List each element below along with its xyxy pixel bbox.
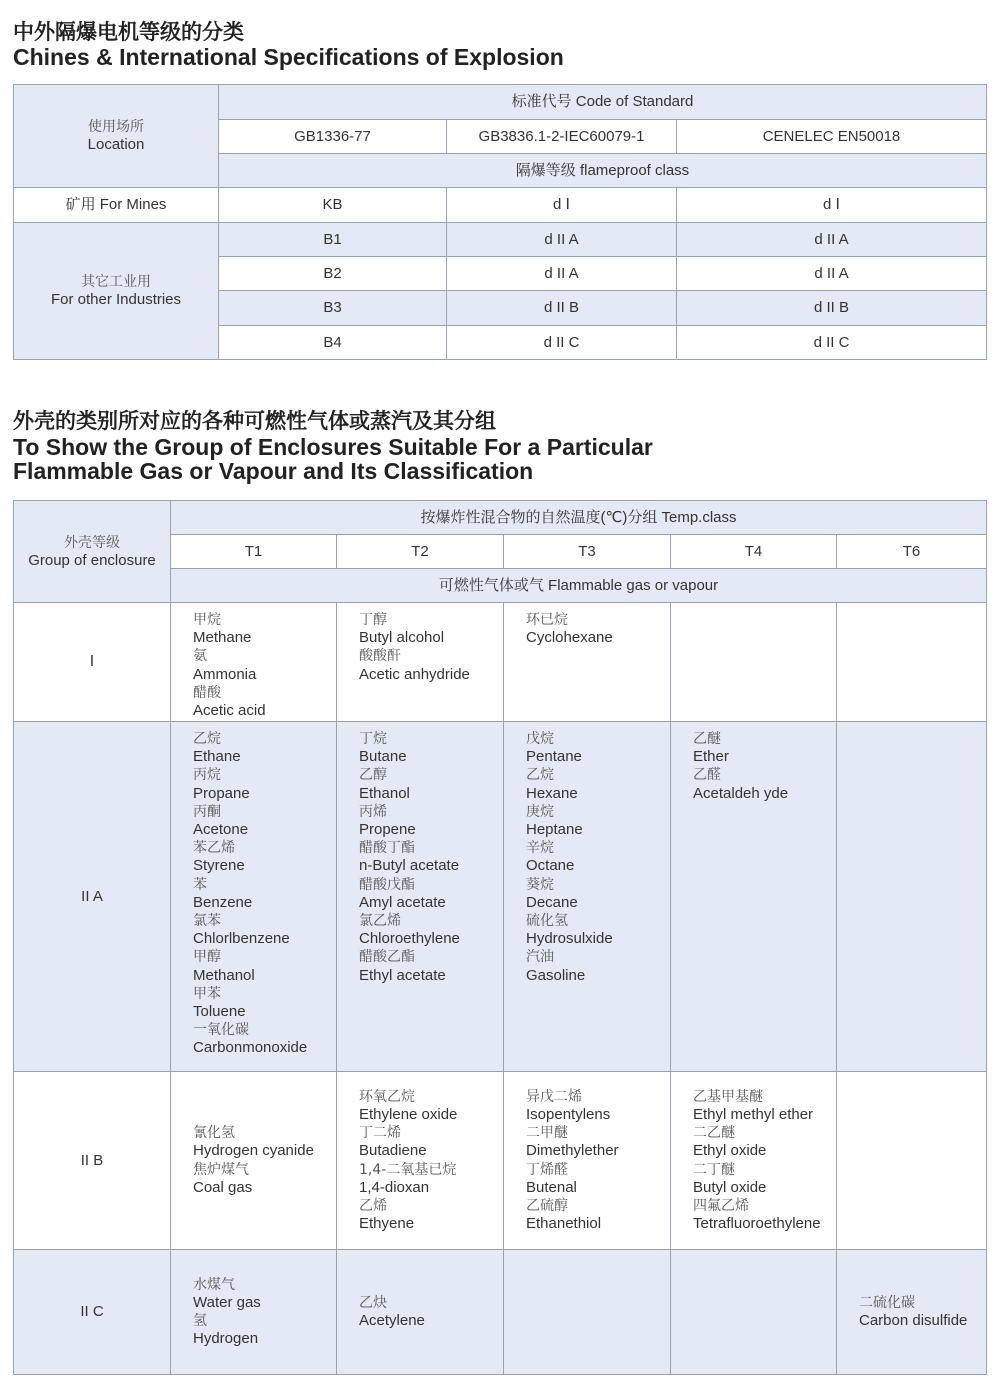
- gas-name-en: n-Butyl acetate: [359, 857, 460, 875]
- temp-class-t4: T4: [671, 535, 837, 569]
- gas-name-en: Butane: [359, 748, 407, 766]
- gas-name-en: Acetylene: [359, 1312, 425, 1329]
- temp-class-header: 按爆炸性混合物的自然温度(℃)分组 Temp.class: [171, 501, 987, 535]
- gas-name-en: Gasoline: [526, 966, 586, 984]
- class-cell: B1: [219, 223, 447, 257]
- gas-name-cn: 丁烷: [359, 731, 387, 747]
- gas-name-en: Propane: [193, 784, 250, 802]
- gas-cell: [504, 722, 671, 1072]
- gas-name-en: Ethanol: [359, 784, 410, 802]
- gas-name-en: Decane: [526, 893, 578, 911]
- gas-name-en: Styrene: [193, 857, 245, 875]
- code-of-standard-header: 标准代号 Code of Standard: [219, 85, 987, 120]
- class-cell: d II A: [677, 257, 987, 291]
- section1-title-cn: 中外隔爆电机等级的分类: [13, 20, 244, 44]
- class-cell: B2: [219, 257, 447, 291]
- gas-name-cn: 醋酸: [193, 684, 221, 701]
- gas-name-cn: 汽油: [526, 949, 554, 966]
- gas-name-en: Heptane: [526, 821, 583, 839]
- gas-name-en: Chlorlbenzene: [193, 930, 290, 948]
- gas-name-cn: 甲烷: [193, 612, 221, 628]
- gas-name-en: Toluene: [193, 1003, 246, 1021]
- gas-name-en: Acetic acid: [193, 702, 266, 720]
- gas-cell: [837, 1250, 987, 1375]
- gas-name-cn: 醋酸丁酯: [359, 840, 415, 857]
- gas-name-en: Hexane: [526, 784, 578, 802]
- gas-name-cn: 葵烷: [526, 876, 554, 893]
- class-cell: d II A: [447, 223, 677, 257]
- gas-name-cn: 醋酸乙酯: [359, 949, 415, 966]
- gas-name-cn: 丁二烯: [359, 1125, 401, 1142]
- gas-name-cn: 氯苯: [193, 913, 221, 930]
- section1-title-en: Chines & International Specifications of Explosion: [13, 44, 564, 70]
- gas-group-row: [14, 603, 987, 722]
- gas-name-en: Ammonia: [193, 665, 257, 683]
- gas-name-en: 1,4-dioxan: [359, 1178, 430, 1196]
- gas-cell: [504, 1072, 671, 1250]
- temp-class-t1: T1: [171, 535, 337, 569]
- temp-class-t2: T2: [337, 535, 504, 569]
- gas-name-cn: 酸酸酐: [359, 648, 401, 665]
- gas-name-cn: 甲苯: [193, 985, 221, 1002]
- gas-name-cn: 乙醇: [359, 767, 387, 784]
- gas-name-cn: 环氧乙烷: [359, 1088, 415, 1105]
- gas-name-en: Butyl oxide: [693, 1178, 767, 1196]
- gas-name-cn: 二丁醚: [693, 1161, 735, 1178]
- gas-name-cn: 乙醚: [693, 731, 721, 747]
- gas-name-en: Ethanethiol: [526, 1215, 602, 1233]
- gas-name-en: Methanol: [193, 966, 255, 984]
- gas-name-en: Cyclohexane: [526, 629, 613, 647]
- class-cell: d II A: [447, 257, 677, 291]
- explosion-spec-table: [13, 84, 987, 360]
- gas-cell: [837, 603, 987, 722]
- gas-name-cn: 氯乙烯: [359, 913, 401, 930]
- mines-cell: d Ⅰ: [677, 188, 987, 223]
- gas-name-cn: 二乙醚: [693, 1125, 735, 1142]
- gas-name-en: Butadiene: [359, 1142, 427, 1160]
- gas-cell: [671, 1250, 837, 1375]
- gas-name-cn: 丁烯醛: [526, 1161, 568, 1178]
- group-label: II C: [14, 1250, 171, 1375]
- gas-name-cn: 乙烯: [359, 1197, 387, 1214]
- gas-name-cn: 环已烷: [526, 612, 568, 628]
- gas-name-cn: 乙醛: [693, 767, 721, 784]
- gas-name-en: Isopentylens: [526, 1105, 611, 1123]
- gas-cell: [337, 603, 504, 722]
- gas-cell: [171, 1250, 337, 1375]
- gas-name-cn: 醋酸戊酯: [359, 876, 415, 893]
- temp-class-t3: T3: [504, 535, 671, 569]
- gas-name-cn: 异戊二烯: [526, 1088, 582, 1105]
- gas-name-cn: 氨: [193, 648, 207, 665]
- gas-cell: [171, 603, 337, 722]
- class-cell: d II C: [677, 326, 987, 360]
- gas-name-cn: 一氧化碳: [193, 1022, 249, 1039]
- temp-class-t6: T6: [837, 535, 987, 569]
- gas-name-cn: 庚烷: [526, 803, 554, 820]
- gas-name-en: Acetic anhydride: [359, 665, 470, 683]
- group-header: 外壳等级 Group of enclosure: [14, 501, 171, 603]
- gas-name-en: Propene: [359, 821, 416, 839]
- gas-cell: [504, 1250, 671, 1375]
- gas-cell: [337, 1250, 504, 1375]
- gas-group-row: [14, 1072, 987, 1250]
- gas-name-cn: 乙烷: [193, 731, 221, 747]
- section2-title-en-2: Flammable Gas or Vapour and Its Classification: [13, 458, 534, 484]
- class-cell: B3: [219, 291, 447, 326]
- class-cell: d II B: [447, 291, 677, 326]
- gas-group-table: [13, 500, 987, 1375]
- gas-cell: [837, 722, 987, 1072]
- gas-name-en: Carbon disulfide: [859, 1312, 968, 1329]
- other-industries-label: 其它工业用 For other Industries: [14, 223, 219, 360]
- standard-cenelec: CENELEC EN50018: [677, 120, 987, 154]
- gas-name-cn: 苯乙烯: [193, 840, 235, 857]
- gas-name-cn: 乙基甲基醚: [693, 1088, 763, 1105]
- gas-name-cn: 氢: [193, 1313, 207, 1329]
- gas-name-cn: 丙烷: [193, 767, 221, 784]
- gas-name-cn: 硫化氢: [526, 913, 568, 930]
- gas-name-cn: 二硫化碳: [859, 1294, 915, 1311]
- gas-name-en: Methane: [193, 629, 252, 647]
- gas-name-cn: 丁醇: [359, 612, 387, 628]
- class-cell: d II C: [447, 326, 677, 360]
- flameproof-class-header: 隔爆等级 flameproof class: [219, 154, 987, 188]
- group-label: II B: [14, 1072, 171, 1250]
- class-cell: B4: [219, 326, 447, 360]
- gas-name-en: Hydrogen cyanide: [193, 1142, 314, 1160]
- gas-name-en: Acetone: [193, 821, 249, 839]
- gas-cell: [171, 1072, 337, 1250]
- gas-name-cn: 二甲醚: [526, 1125, 568, 1142]
- gas-name-en: Ethyene: [359, 1215, 415, 1233]
- standard-gb1336: GB1336-77: [219, 120, 447, 154]
- gas-header: 可燃性气体或气 Flammable gas or vapour: [171, 569, 987, 603]
- class-cell: d II A: [677, 223, 987, 257]
- gas-name-en: Ether: [693, 748, 729, 766]
- gas-name-cn: 氰化氢: [193, 1125, 235, 1142]
- gas-name-en: Ethyl oxide: [693, 1142, 767, 1160]
- gas-name-cn: 乙硫醇: [526, 1197, 568, 1214]
- gas-name-en: Hydrosulxide: [526, 930, 613, 948]
- group-label: Ⅰ: [14, 603, 171, 722]
- gas-cell: [504, 603, 671, 722]
- gas-name-en: Water gas: [193, 1293, 261, 1311]
- gas-name-cn: 辛烷: [526, 840, 554, 857]
- gas-name-cn: 苯: [193, 876, 207, 893]
- gas-name-cn: 四氟乙烯: [693, 1197, 749, 1214]
- gas-name-cn: 丙酮: [193, 803, 221, 820]
- gas-name-en: Ethane: [193, 748, 241, 766]
- gas-name-en: Acetaldeh yde: [693, 784, 789, 802]
- location-header: 使用场所 Location: [14, 85, 219, 188]
- gas-group-row: [14, 1250, 987, 1375]
- gas-name-en: Pentane: [526, 748, 582, 766]
- gas-cell: [671, 722, 837, 1072]
- gas-name-en: Carbonmonoxide: [193, 1039, 308, 1057]
- gas-cell: [337, 1072, 504, 1250]
- class-cell: d II B: [677, 291, 987, 326]
- gas-name-en: Coal gas: [193, 1178, 253, 1196]
- gas-name-cn: 甲醇: [193, 949, 221, 966]
- gas-name-cn: 丙烯: [359, 803, 387, 820]
- gas-cell: [171, 722, 337, 1072]
- gas-cell: [671, 1072, 837, 1250]
- gas-name-en: Hydrogen: [193, 1330, 259, 1348]
- mines-cell: KB: [219, 188, 447, 223]
- gas-name-en: Dimethylether: [526, 1142, 619, 1160]
- gas-name-en: Butenal: [526, 1178, 577, 1196]
- gas-name-cn: 戊烷: [526, 731, 554, 747]
- gas-name-cn: 乙烷: [526, 767, 554, 784]
- gas-name-en: Tetrafluoroethylene: [693, 1215, 821, 1233]
- gas-name-en: Butyl alcohol: [359, 629, 445, 647]
- gas-cell: [671, 603, 837, 722]
- gas-name-en: Ethylene oxide: [359, 1105, 458, 1123]
- gas-cell: [337, 722, 504, 1072]
- gas-name-cn: 乙炔: [359, 1294, 387, 1311]
- section2-title-cn: 外壳的类别所对应的各种可燃性气体或蒸汽及其分组: [13, 409, 496, 433]
- gas-name-en: Amyl acetate: [359, 893, 446, 911]
- mines-cell: d Ⅰ: [447, 188, 677, 223]
- mines-label: 矿用 For Mines: [14, 188, 219, 223]
- gas-name-cn: 焦炉煤气: [193, 1161, 249, 1178]
- gas-name-en: Benzene: [193, 893, 253, 911]
- section2-title-en-1: To Show the Group of Enclosures Suitable For a Particular: [13, 434, 653, 460]
- group-label: II A: [14, 722, 171, 1072]
- gas-name-en: Ethyl methyl ether: [693, 1105, 814, 1123]
- gas-name-en: Octane: [526, 857, 575, 875]
- standard-gb3836: GB3836.1-2-IEC60079-1: [447, 120, 677, 154]
- gas-name-cn: 水煤气: [193, 1276, 235, 1293]
- gas-name-en: Chloroethylene: [359, 930, 460, 948]
- gas-name-en: Ethyl acetate: [359, 966, 446, 984]
- gas-cell: [837, 1072, 987, 1250]
- gas-group-row: [14, 722, 987, 1072]
- gas-name-cn: 1,4-二氧基已烷: [359, 1161, 457, 1178]
